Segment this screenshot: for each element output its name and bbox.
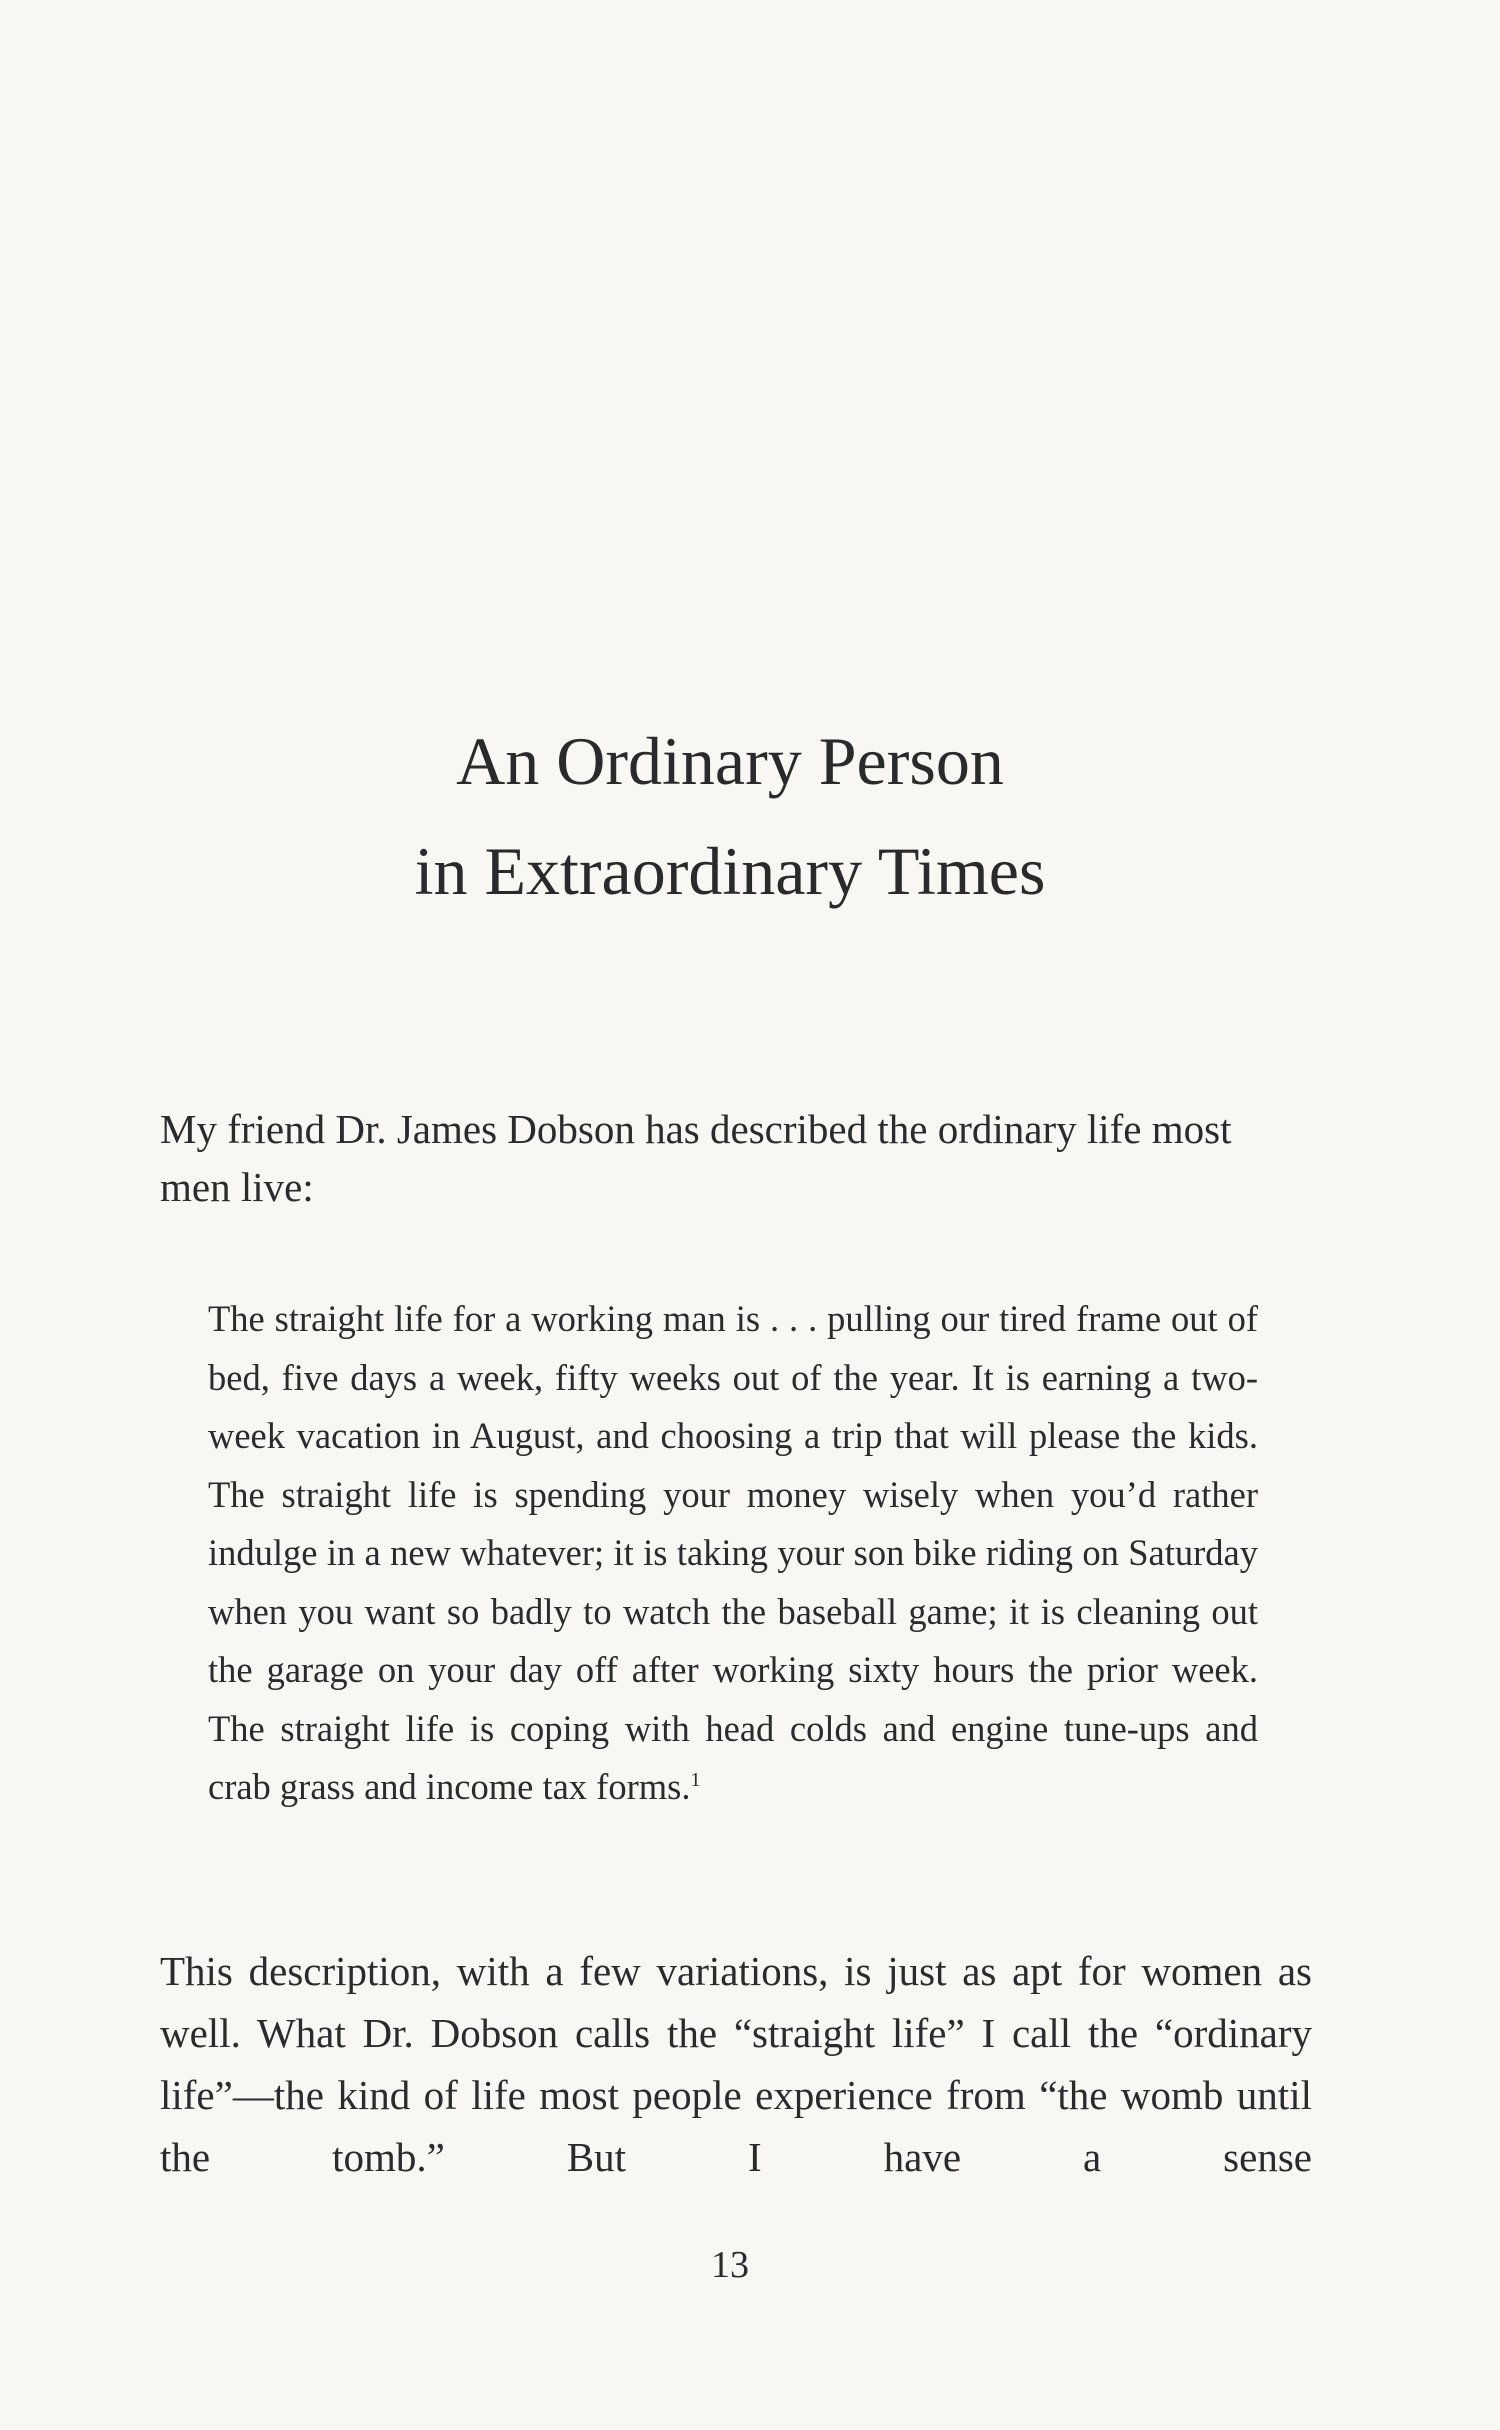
body-paragraph: This description, with a few variations, is just as apt for women as well. What Dr. Dobson calls the “straight life” I call the “ordinary life”—the kind of life most people experience from “the womb until the tomb.” But I have a sense (160, 1948, 1312, 2180)
chapter-title (0, 706, 1460, 926)
chapter-title-line-1: An Ordinary Person (456, 722, 1004, 799)
page-number: 13 (711, 2244, 749, 2286)
chapter-title-line-2: in Extraordinary Times (414, 832, 1046, 909)
intro-paragraph: My friend Dr. James Dobson has described the ordinary life most men live: (160, 1106, 1232, 1210)
footnote-marker: 1 (690, 1768, 701, 1791)
block-quote (208, 1290, 1258, 1817)
block-quote-text: The straight life for a working man is . . . pulling our tired frame out of bed, five days a week, fifty weeks out of the year. It is earning a two-week vacation in August, and choosing a trip that will please the kids. The straight life is spending your money wisely when you’d rather indulge in a new whatever; it is taking your son bike riding on Saturday when you want so badly to watch the baseball game; it is cleaning out the garage on your day off after working sixty hours the prior week. The straight life is coping with head colds and engine tune-ups and crab grass and income tax forms. (208, 1298, 1258, 1807)
